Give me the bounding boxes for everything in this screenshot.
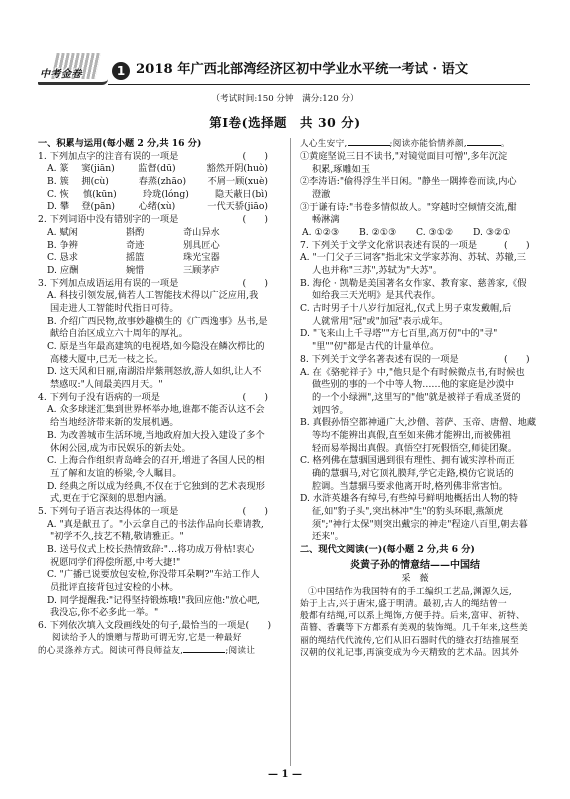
page-footer-number: — 1 —: [268, 769, 302, 780]
q3-option-a[interactable]: A. 科技引领发展,倘若人工智能技术得以广泛应用,我: [47, 290, 259, 302]
q2-option-a[interactable]: A. 赋闲: [47, 226, 78, 238]
right-column: [300, 138, 537, 659]
essay-line: 始于上古,兴于唐宋,盛于明清。最初,古人的绳结曾一: [300, 599, 507, 610]
q5-option-c[interactable]: C. "广播已说要放包安检,你没带耳朵啊?"车站工作人: [47, 569, 260, 581]
section-title: 第Ⅰ卷(选择题 共 30 分): [209, 115, 361, 130]
q1-option-a-word3: 豁然开阴(huò): [206, 163, 268, 175]
q2-answer-bracket[interactable]: ( ): [242, 214, 268, 226]
essay-author: 采 薇: [401, 573, 429, 584]
q2-option-b-word2: 奇迹: [126, 239, 145, 251]
q1-stem: 1. 下列加点字的注音有误的一项是: [38, 150, 179, 162]
q4-option-c-cont: 互了解和友谊的桥梁,令人瞩目。: [50, 467, 182, 479]
q6-sentence-2-cont: 澄澈: [312, 188, 331, 200]
q5-option-b-cont: 祝愿同学们得偿所愿,中考大捷!": [50, 556, 181, 568]
q6-option-d[interactable]: D. ③②①: [473, 226, 511, 238]
q7-option-c-cont: 人就常用"冠"或"加冠"表示成年。: [312, 315, 449, 327]
brand-logo: [38, 53, 108, 89]
q1-option-d-label[interactable]: D. 攀: [47, 201, 70, 213]
q1-option-c-word1: 慎(kūn): [83, 188, 117, 200]
q1-option-c-word3: 隐天蔽日(bì): [215, 188, 268, 200]
left-column: [38, 138, 272, 658]
q8-answer-bracket[interactable]: ( ): [504, 353, 530, 365]
q4-option-b-cont: 休闲公园,成为市民娱乐的新去处。: [50, 442, 191, 454]
q6-passage-line2: 的心灵涤养方式。阅读可得良师益友,: [38, 645, 184, 656]
q6-blank-2[interactable]: [348, 138, 390, 146]
q6-sentence-2: ②李涛语:"偷得浮生半日闲。"静坐一隅捧卷而读,内心: [300, 176, 517, 188]
q5-option-b[interactable]: B. 送号仪式上校长热情致辞:"…将功成万骨枯!衷心: [47, 544, 255, 555]
exam-title: 2018 年广西北部湾经济区初中学业水平统一考试 · 语文: [136, 62, 469, 77]
q7-option-b-cont: 如给我三天光明》是其代表作。: [312, 290, 441, 302]
q3-option-d-cont: 禁感叹:"人间最美四月天。": [50, 379, 163, 391]
q2-option-c-word3: 珠光宝器: [183, 252, 220, 264]
q7-option-a[interactable]: A. "一门父子三词客"指北宋文学家苏洵、苏轼、苏辙,三: [300, 252, 526, 264]
q2-option-d[interactable]: D. 应酬: [47, 264, 79, 276]
q5-option-c-cont: 员批评直接背包过安检的小林。: [50, 582, 179, 594]
q6-stem: 6. 下列依次填入文段画线处的句子,最恰当的一项是: [38, 620, 246, 632]
q7-option-d-cont: "里""仞"都是古代的计量单位。: [312, 341, 440, 353]
q6-cont-text-c: 。: [500, 139, 510, 149]
q1-option-c-word2: 玲珑(lóng): [143, 188, 189, 200]
part1-heading: 一、积累与运用(每小题 2 分,共 16 分): [38, 138, 202, 149]
question-6: [38, 620, 272, 657]
question-7: [300, 240, 530, 354]
q8-option-d-cont-1: 征,如"豹子头",突出林冲"生"的豹头环眼,燕颔虎: [312, 506, 504, 518]
essay-title: 炎黄子孙的情意结——中国结: [350, 559, 480, 571]
q6-option-a[interactable]: A. ①②③: [302, 226, 340, 238]
question-8: [300, 353, 537, 544]
q6-sentence-3: ③于谦有诗:"书卷多情似故人。"穿越时空倾情交流,酣: [300, 201, 517, 213]
q8-option-c[interactable]: C. 格列佛在慧骃国遇到很有理性、拥有诚实淳朴而正: [300, 455, 515, 467]
essay-line: ①中国结作为我国特有的手工编织工艺品,渊源久远,: [308, 587, 512, 598]
q8-option-b[interactable]: B. 真假孙悟空都神通广大,沙僧、菩萨、玉帝、唐僧、地藏: [300, 417, 537, 429]
q4-option-b[interactable]: B. 为改善城市生活环境,当地政府加大投入建设了多个: [47, 429, 265, 441]
essay-body: [300, 586, 530, 659]
essay-line: 苗簪、香囊等下方都系有美观的装饰绳。几千年来,这些美: [300, 623, 528, 634]
q3-option-c-cont: 高楼大厦中,已无一枝之长。: [50, 353, 164, 365]
q8-option-c-cont-1: 确的慧骃马,对它顶礼膜拜,学它走路,模仿它说话的: [312, 468, 514, 480]
q5-option-a[interactable]: A. "真是献丑了。"小云拿自己的书法作品向长辈请教,: [47, 518, 264, 530]
q1-option-b-word3: 不屑一顾(xuè): [207, 176, 268, 188]
q8-option-a-cont-2: 的一个小绿洲",这里写的"他"就是被祥子看成圣贤的: [312, 391, 521, 403]
q1-option-a-word1: 窦(jiān): [81, 163, 115, 175]
q6-passage-tail: ;阅读让: [225, 645, 256, 656]
q7-option-a-cont: 人也并称"三苏",苏轼为"大苏"。: [312, 265, 443, 277]
q3-answer-bracket[interactable]: ( ): [242, 277, 268, 289]
q8-option-a-cont-3: 刘四爷。: [312, 404, 349, 416]
q6-blank-1[interactable]: [183, 645, 225, 653]
q4-option-d[interactable]: D. 经典之所以成为经典,不仅在于它独到的艺术表现形: [47, 480, 265, 492]
essay-line: 般都有结绳,可以系上绳饰,方便手持。后来,富审、祈特、: [300, 611, 525, 622]
q5-option-a-cont: "初学不久,技艺不精,敬请雅正。": [50, 531, 184, 543]
q1-option-a-word2: 监督(dū): [138, 163, 176, 175]
q7-answer-bracket[interactable]: ( ): [504, 239, 530, 251]
q3-option-b[interactable]: B. 介绍广西民物,故事妙趣横生的《广西逸事》丛书,是: [47, 315, 268, 327]
q4-option-c[interactable]: C. 上海合作组织青岛峰会的召开,增进了各国人民的相: [47, 455, 265, 467]
q5-option-d-cont: 我没忘,你不必多此一举。": [50, 607, 159, 619]
question-2: [38, 214, 268, 277]
q1-option-d-word2: 心绪(xù): [138, 201, 176, 213]
header-rule: [108, 84, 530, 85]
column-divider: [290, 138, 291, 766]
q1-option-d-word1: 登(pān): [81, 201, 115, 213]
q6-cont-text-a: 人心生安宁,: [300, 139, 348, 149]
exam-info: （考试时间:150 分钟 满分:120 分）: [211, 94, 359, 104]
q5-option-d[interactable]: D. 同学提醒我:"记得坚持锻炼哦!"我回应他:"放心吧,: [47, 594, 260, 606]
question-5: [38, 506, 268, 620]
q2-option-d-word3: 三顾茅庐: [183, 264, 220, 276]
q8-option-d-cont-2: 须";"神行太保"则突出戴宗的神走"程途八百里,朝去暮: [312, 518, 528, 530]
page-header: [38, 53, 530, 89]
q6-answer-bracket[interactable]: ( ): [245, 620, 272, 632]
q1-option-b-word1: 拥(cù): [81, 176, 109, 188]
q8-option-a-cont-1: 做些别的事的一个中等人物……他的家庭是沙漠中: [312, 379, 515, 391]
page-number-badge: 1: [112, 62, 130, 80]
q8-option-d[interactable]: D. 水浒英雄各有绰号,有些绰号鲜明地概括出人物的特: [300, 493, 518, 505]
q2-option-a-word2: 斟酌: [126, 226, 145, 238]
q2-option-a-word3: 奇山异水: [183, 226, 220, 238]
q8-option-b-cont-2: 轻而易举揭出真假。真悟空打死假悟空,师徒团聚。: [312, 442, 518, 454]
q2-option-b[interactable]: B. 争辨: [47, 239, 78, 251]
q3-option-c[interactable]: C. 原是当年最高建筑的电视塔,如今隐没在鳞次栉比的: [47, 341, 265, 352]
q2-option-c-word2: 摇篮: [126, 252, 145, 264]
q7-option-c[interactable]: C. 古时男子十八岁行加冠礼,仅式上男子束发戴帽,后: [300, 303, 512, 315]
q5-stem: 5. 下列句子语言表达得体的一项是: [38, 505, 179, 517]
q8-option-c-cont-2: 腔调。当慧骃马要求他离开时,格列佛非常害怕。: [312, 480, 508, 492]
q1-option-b-label[interactable]: B. 簇: [47, 176, 69, 188]
q8-option-b-cont-1: 等均不能辨出真假,直至如来佛才能辨出,而被佛祖: [312, 429, 511, 441]
q4-option-a-cont: 给当地经济带来新的发展机遇。: [50, 417, 179, 429]
q3-stem: 3. 下列加点成语运用有误的一项是: [38, 277, 179, 289]
q1-answer-bracket[interactable]: ( ): [242, 150, 268, 162]
q7-option-d[interactable]: D. "飞来山上千寻塔""方七百里,高万仞"中的"寻": [300, 328, 498, 340]
q2-stem: 2. 下列词语中没有错别字的一项是: [38, 214, 179, 226]
q1-option-b-word2: 春蒸(zhāo): [138, 176, 187, 188]
q6-option-b[interactable]: B. ②①③: [359, 226, 397, 238]
q6-option-c[interactable]: C. ③①②: [416, 226, 454, 238]
q6-sentence-1-cont: 积累,琢雕如玉: [312, 163, 371, 175]
q1-option-d-word3: 一代天骄(jiāo): [207, 201, 268, 213]
q1-option-a-label[interactable]: A. 篆: [47, 163, 69, 175]
question-4: [38, 392, 268, 506]
q4-option-a[interactable]: A. 众多球迷汇集到世界杯举办地,谁都不能否认这不会: [47, 404, 265, 416]
q4-answer-bracket[interactable]: ( ): [242, 391, 268, 403]
part2-heading: 二、现代文阅读(一)(每小题 2 分,共 6 分): [300, 544, 475, 556]
logo-text: 中考金卷: [40, 69, 82, 80]
q4-option-d-cont: 式,更在于它深刻的思想内涵。: [50, 493, 173, 505]
question-3: [38, 278, 268, 392]
q5-answer-bracket[interactable]: ( ): [242, 505, 268, 517]
q1-option-c-label[interactable]: C. 恢: [47, 188, 69, 200]
q8-option-a[interactable]: A. 在《骆驼祥子》中,"他只是个有时候微点书,有时候也: [300, 366, 525, 378]
q8-stem: 8. 下列关于文学名著表述有误的一项是: [300, 353, 459, 365]
essay-line: 丽的绳结代代流传,它们从旧石器时代的缝衣打结推展至: [300, 635, 519, 646]
q3-option-d[interactable]: D. 这天风和日丽,南湖沿岸紫荆怒放,游人如织,让人不: [47, 366, 262, 378]
q3-option-a-cont: 国走进人工智能时代指日可待。: [50, 302, 179, 314]
q7-option-b[interactable]: B. 海伦 · 凯勒是美国著名女作家、教育家、慈善家,《假: [300, 277, 527, 289]
q2-option-b-word3: 别具匠心: [183, 239, 220, 251]
essay-line: 汉朝的仪礼记事,再演变成为今天精致的艺术品。因其外: [300, 647, 519, 658]
q8-option-d-cont-3: 还来"。: [312, 531, 344, 543]
q7-stem: 7. 下列关于文学文化常识表述有误的一项是: [300, 239, 478, 251]
q6-sentence-3-cont: 畅淋漓: [312, 214, 340, 226]
q2-option-d-word2: 婉惜: [126, 264, 145, 276]
q3-option-b-cont: 献给自治区成立六十周年的厚礼。: [50, 328, 188, 340]
q4-stem: 4. 下列句子没有语病的一项是: [38, 391, 160, 403]
q6-cont-text-b: ;阅读亦能恰情养颜,: [389, 139, 467, 149]
q2-option-c[interactable]: C. 恳求: [47, 252, 78, 264]
q6-sentence-1: ①黄庭坚说三日不读书,"对镜觉面目可憎",多年沉淀: [300, 150, 508, 162]
q6-passage-line1: 阅读给予人的馈赠与帮助可谓无穷,它是一种最好: [52, 632, 242, 643]
q6-blank-3[interactable]: [467, 138, 501, 146]
question-1: [38, 151, 268, 214]
